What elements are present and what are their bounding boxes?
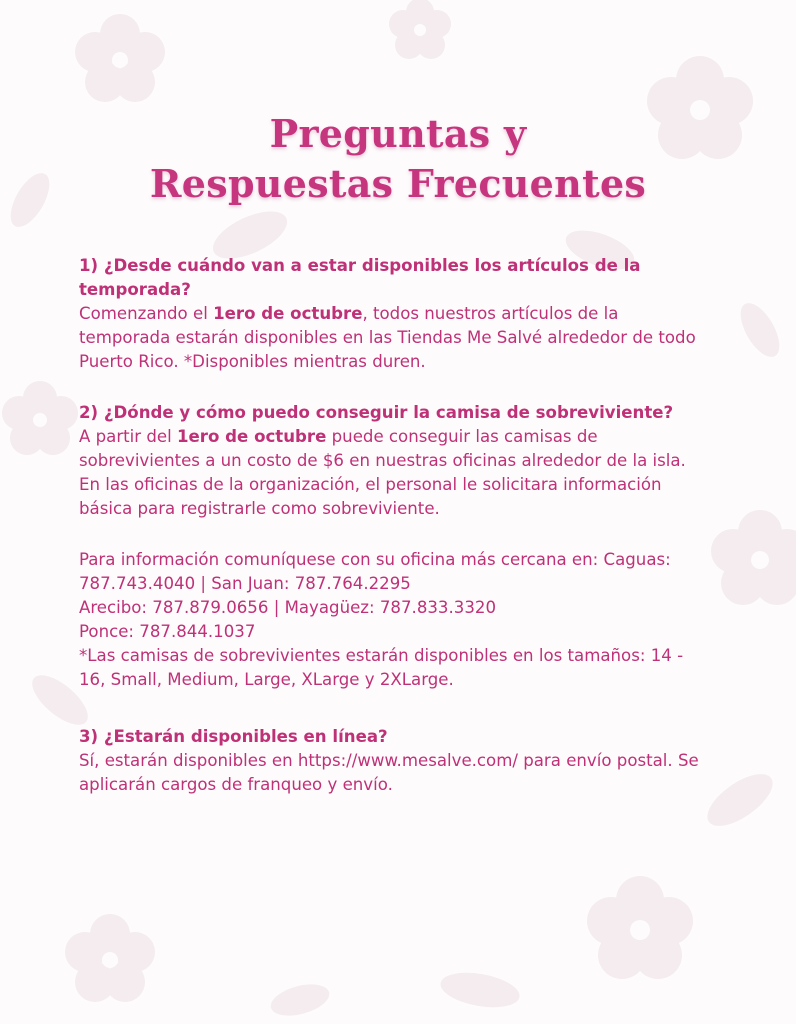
contact-line-3: Ponce: 787.844.1037 [79,622,256,641]
faq-question-1: 1) ¿Desde cuándo van a estar disponibles los artículos de la temporada? [79,256,641,299]
contact-intro: Para información comuníquese con su oficina más cercana en: Caguas: 787.743.4040 | San Juan: 787.764.2295 [79,550,671,593]
title-line-1: Preguntas y [269,111,527,157]
faq-item-3 [79,725,699,797]
page-title [0,109,796,209]
contact-line-2: Arecibo: 787.879.0656 | Mayagüez: 787.833.3320 [79,598,496,617]
sizes-note: *Las camisas de sobrevivientes estarán disponibles en los tamaños: 14 - 16, Small, Medium, Large, XLarge y 2XLarge. [79,646,684,689]
faq-question-2: 2) ¿Dónde y cómo puedo conseguir la camisa de sobreviviente? [79,403,674,422]
faq-item-1 [79,254,699,374]
title-line-2: Respuestas Frecuentes [149,161,647,207]
faq-answer-2: A partir del 1ero de octubre puede conseguir las camisas de sobrevivientes a un costo de $6 en nuestras oficinas alrededor de la isla. En las oficinas de la organización, el personal le solicitara información básica para registrarle como sobreviviente. [79,427,686,518]
faq-item-2 [79,401,699,692]
faq-answer-3: Sí, estarán disponibles en https://www.mesalve.com/ para envío postal. Se aplicarán cargos de franqueo y envío. [79,751,699,794]
faq-content [79,254,699,797]
faq-answer-1: Comenzando el 1ero de octubre, todos nuestros artículos de la temporada estarán disponibles en las Tiendas Me Salvé alrededor de todo Puerto Rico. *Disponibles mientras duren. [79,304,696,371]
date-highlight: 1ero de octubre [213,304,363,323]
faq-question-3: 3) ¿Estarán disponibles en línea? [79,727,388,746]
date-highlight: 1ero de octubre [177,427,327,446]
